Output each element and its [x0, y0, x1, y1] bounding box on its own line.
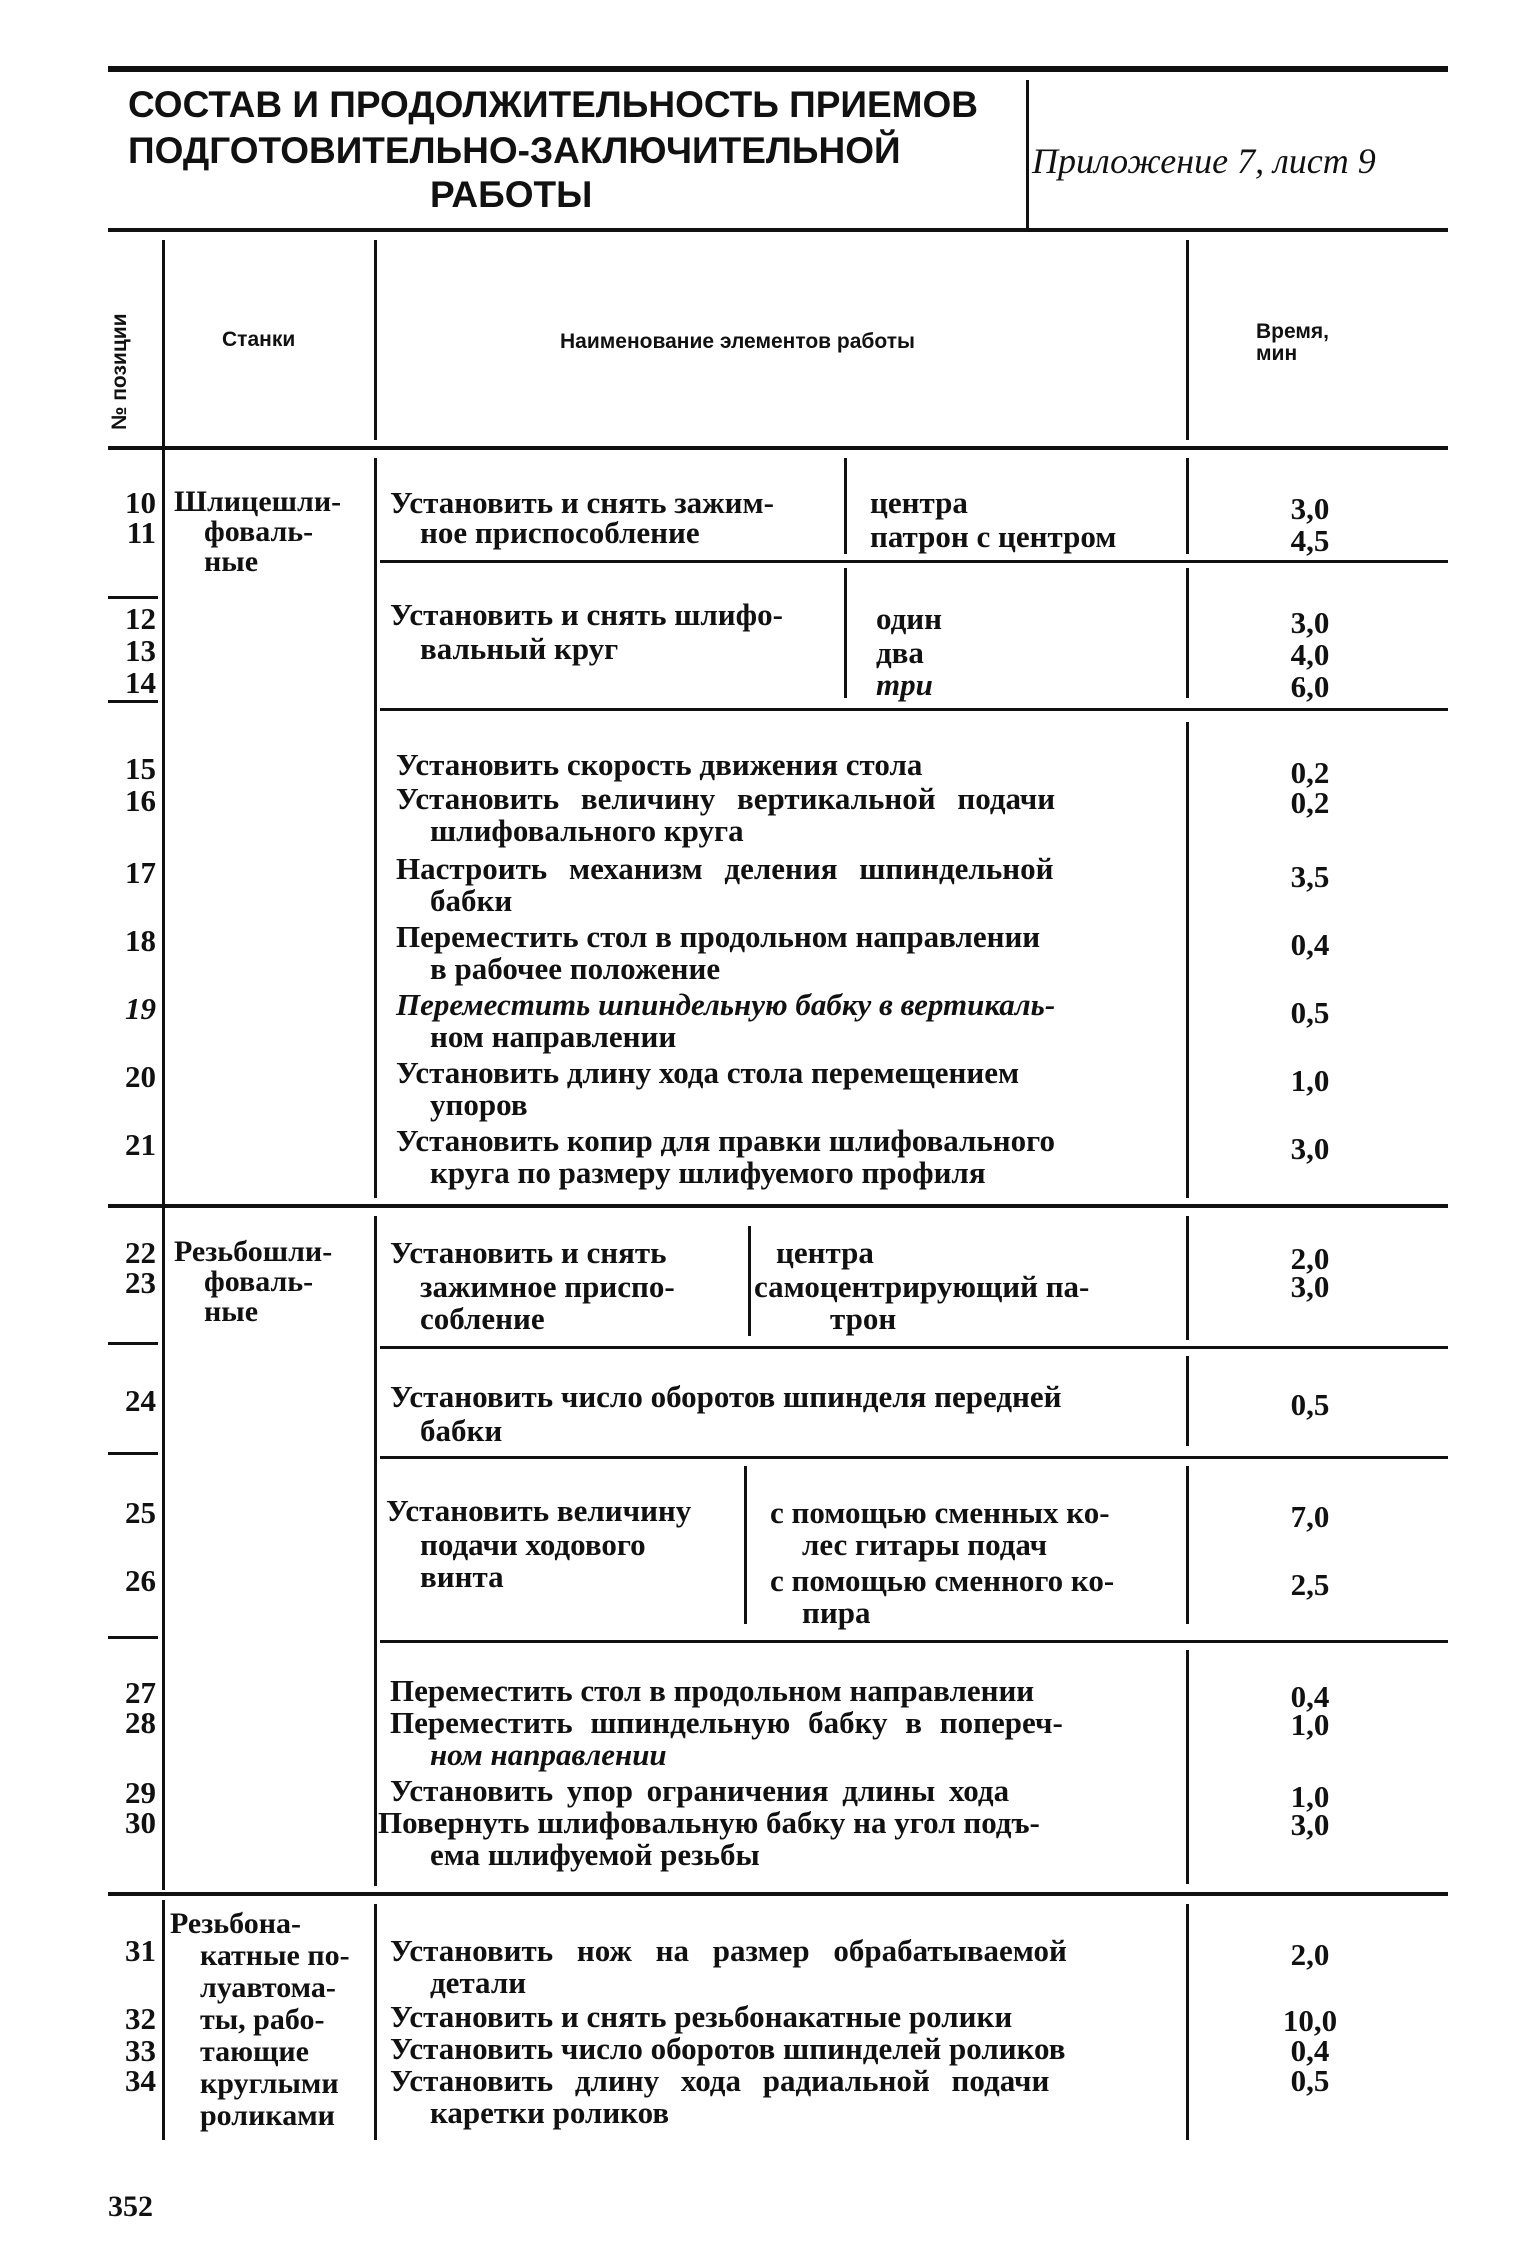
row-number: 31 [125, 1933, 156, 1968]
time-value: 0,4 [1290, 1679, 1330, 1714]
time-value: 6,0 [1290, 669, 1330, 704]
element-text: Установить и снять шлифо- [390, 597, 783, 632]
row-number: 13 [125, 633, 156, 668]
time-value: 3,0 [1290, 491, 1330, 526]
row-number: 27 [125, 1675, 156, 1710]
column-header-time-2: мин [1256, 342, 1298, 365]
element-subtext: с помощью сменного ко- [770, 1563, 1115, 1598]
time-value: 0,4 [1290, 2033, 1330, 2068]
element-text: Установить число оборотов шпинделей роликов [390, 2031, 1066, 2066]
g2-time-divider-a [1186, 1216, 1189, 1340]
g2-sub-divider-c [744, 1466, 747, 1624]
g1-time-divider-b [1186, 568, 1189, 698]
element-subtext: три [876, 667, 933, 702]
row-number: 25 [125, 1495, 156, 1530]
element-text: Переместить стол в продольном направлении [390, 1673, 1035, 1708]
element-text: Повернуть шлифовальную бабку на угол подъ- [378, 1805, 1040, 1840]
row-number: 29 [125, 1775, 156, 1810]
element-subtext: патрон с центром [870, 519, 1117, 554]
appendix-label: Приложение 7, лист 9 [1032, 141, 1376, 181]
machine-g3-line-2: катные по- [200, 1939, 350, 1972]
element-text: Установить длину хода стола перемещением [396, 1055, 1020, 1090]
element-text: круга по размеру шлифуемого профиля [430, 1155, 986, 1190]
element-text: Установить копир для правки шлифовального [396, 1123, 1055, 1158]
g1-sub-divider-a [844, 458, 847, 554]
time-value: 3,0 [1290, 1269, 1330, 1304]
element-subtext: центра [776, 1235, 874, 1270]
time-value: 0,5 [1290, 995, 1330, 1030]
time-value: 3,5 [1290, 859, 1330, 894]
element-text: Установить величину [386, 1493, 692, 1528]
element-text: каретки роликов [430, 2095, 670, 2130]
column-header-elements: Наименование элементов работы [560, 330, 915, 353]
machine-g3-line-1: Резьбона- [170, 1907, 302, 1940]
g2-rule-a [380, 1346, 1448, 1349]
time-value: 3,0 [1290, 1131, 1330, 1166]
row-number: 30 [125, 1805, 156, 1840]
row-number: 17 [125, 855, 156, 890]
g1-num-rule-b [108, 700, 158, 703]
row-number: 34 [125, 2063, 156, 2098]
time-value: 1,0 [1290, 1707, 1330, 1742]
element-text: бабки [420, 1413, 503, 1448]
element-text: бабки [430, 883, 513, 918]
element-text: упоров [430, 1087, 528, 1122]
g2-num-rule-c [108, 1636, 158, 1639]
col-divider-2 [374, 240, 377, 440]
col-divider-3 [1186, 240, 1189, 440]
g1-time-divider-c [1186, 722, 1189, 1198]
element-text: вальный круг [420, 631, 619, 666]
row-number: 15 [125, 751, 156, 786]
row-number: 16 [125, 783, 156, 818]
time-value: 10,0 [1282, 2003, 1338, 2038]
group-rule-2 [108, 1892, 1448, 1896]
g1-col-divider-2 [374, 458, 377, 1198]
time-value: 0,4 [1290, 927, 1330, 962]
element-subtext: трон [830, 1301, 897, 1336]
g2-time-divider-d [1186, 1650, 1189, 1884]
g2-num-rule-a [108, 1342, 158, 1345]
g2-time-divider-c [1186, 1466, 1189, 1624]
header-divider [1026, 80, 1029, 228]
element-text: Установить упор ограничения длины хода [390, 1773, 1010, 1808]
time-value: 0,5 [1290, 1387, 1330, 1422]
element-text: шлифовального круга [430, 813, 744, 848]
element-subtext: центра [870, 485, 968, 520]
row-number: 23 [125, 1265, 156, 1300]
element-text: ном направлении [430, 1019, 677, 1054]
element-text: зажимное приспо- [420, 1269, 675, 1304]
element-text: подачи ходового [420, 1527, 646, 1562]
machine-g1-line-1: Шлицешли- [174, 485, 342, 518]
time-value: 2,5 [1290, 1567, 1330, 1602]
g2-num-rule-b [108, 1452, 158, 1455]
row-number: 24 [125, 1383, 156, 1418]
element-text: Установить величину вертикальной подачи [396, 781, 1056, 816]
g3-col-divider-1 [162, 1900, 165, 2140]
machine-g2-line-1: Резьбошли- [174, 1235, 333, 1268]
time-value: 0,2 [1290, 755, 1330, 790]
row-number: 21 [125, 1127, 156, 1162]
machine-g2-line-3: ные [204, 1295, 259, 1328]
column-header-time-1: Время, [1256, 320, 1330, 343]
time-value: 2,0 [1290, 1937, 1330, 1972]
row-number: 19 [125, 991, 156, 1026]
element-text: винта [420, 1559, 504, 1594]
row-number: 33 [125, 2033, 156, 2068]
time-value: 3,0 [1290, 1807, 1330, 1842]
machine-g3-line-7: роликами [200, 2099, 335, 2132]
machine-g3-line-6: круглыми [200, 2067, 339, 2100]
machine-g3-line-5: тающие [200, 2035, 309, 2068]
time-value: 4,0 [1290, 637, 1330, 672]
title-line-1: СОСТАВ И ПРОДОЛЖИТЕЛЬНОСТЬ ПРИЕМОВ [128, 84, 979, 125]
machine-g3-line-4: ты, рабо- [200, 2003, 325, 2036]
g1-time-divider-a [1186, 458, 1189, 554]
time-value: 2,0 [1290, 1241, 1330, 1276]
element-text: Установить длину хода радиальной подачи [390, 2063, 1050, 2098]
machine-g3-line-3: луавтома- [200, 1971, 336, 2004]
g2-sub-divider-a [748, 1226, 751, 1336]
time-value: 0,5 [1290, 2063, 1330, 2098]
row-number: 20 [125, 1059, 156, 1094]
element-subtext: один [876, 601, 943, 636]
element-text: ное приспособление [420, 515, 700, 550]
row-number: 10 [125, 485, 156, 520]
g1-num-rule-a [108, 596, 158, 599]
row-number: 28 [125, 1705, 156, 1740]
g2-col-divider-1 [162, 1210, 165, 1890]
column-header-bottom-rule [108, 446, 1448, 450]
time-value: 1,0 [1290, 1063, 1330, 1098]
element-subtext: лес гитары подач [802, 1527, 1048, 1562]
g3-col-divider-2 [374, 1904, 377, 2140]
element-text: Настроить механизм деления шпиндельной [396, 851, 1054, 886]
column-header-machines: Станки [222, 328, 296, 351]
row-number: 22 [125, 1235, 156, 1270]
g2-rule-b [380, 1456, 1448, 1459]
group-rule-1 [108, 1204, 1448, 1208]
element-text: Переместить шпиндельную бабку в вертикаль- [396, 987, 1056, 1022]
g1-rule-b [380, 708, 1448, 711]
element-text: Установить скорость движения стола [396, 747, 923, 782]
time-value: 3,0 [1290, 605, 1330, 640]
g2-rule-c [380, 1640, 1448, 1643]
element-text: собление [420, 1301, 545, 1336]
page-number: 352 [108, 2190, 153, 2223]
column-header-position: № позиции [108, 313, 131, 430]
element-text: Установить число оборотов шпинделя передней [390, 1379, 1062, 1414]
element-text: Установить и снять зажим- [390, 485, 774, 520]
row-number: 14 [125, 665, 156, 700]
header-bottom-rule [108, 228, 1448, 232]
machine-g1-line-3: ные [204, 545, 259, 578]
machine-g2-line-2: фоваль- [204, 1265, 314, 1298]
element-text: Переместить шпиндельную бабку в попереч- [390, 1705, 1063, 1740]
element-text: Переместить стол в продольном направлении [396, 919, 1041, 954]
row-number: 18 [125, 923, 156, 958]
element-subtext: пира [802, 1595, 871, 1630]
g3-time-divider [1186, 1904, 1189, 2140]
row-number: 26 [125, 1563, 156, 1598]
time-value: 4,5 [1290, 523, 1330, 558]
time-value: 1,0 [1290, 1779, 1330, 1814]
element-subtext: два [876, 635, 924, 670]
row-number: 32 [125, 2001, 156, 2036]
g2-col-divider-2 [374, 1216, 377, 1886]
element-subtext: с помощью сменных ко- [770, 1495, 1110, 1530]
time-value: 0,2 [1290, 785, 1330, 820]
element-text: в рабочее положение [430, 951, 721, 986]
time-value: 7,0 [1290, 1499, 1330, 1534]
machine-g1-line-2: фоваль- [204, 515, 314, 548]
top-rule [108, 66, 1448, 72]
title-line-3: РАБОТЫ [430, 174, 593, 215]
element-text: детали [430, 1965, 527, 2000]
element-text: Установить и снять резьбонакатные ролики [390, 1999, 1013, 2034]
element-text: Установить нож на размер обрабатываемой [390, 1933, 1067, 1968]
g1-sub-divider-b [844, 568, 847, 698]
element-subtext: самоцентрирующий па- [754, 1269, 1090, 1304]
element-text: Установить и снять [390, 1235, 667, 1270]
element-text: ном направлении [430, 1737, 667, 1772]
g1-rule-a [380, 560, 1448, 563]
element-text: ема шлифуемой резьбы [430, 1837, 760, 1872]
row-number: 11 [126, 515, 156, 550]
row-number: 12 [125, 601, 156, 636]
g2-time-divider-b [1186, 1356, 1189, 1446]
title-line-2: ПОДГОТОВИТЕЛЬНО-ЗАКЛЮЧИТЕЛЬНОЙ [128, 130, 901, 171]
